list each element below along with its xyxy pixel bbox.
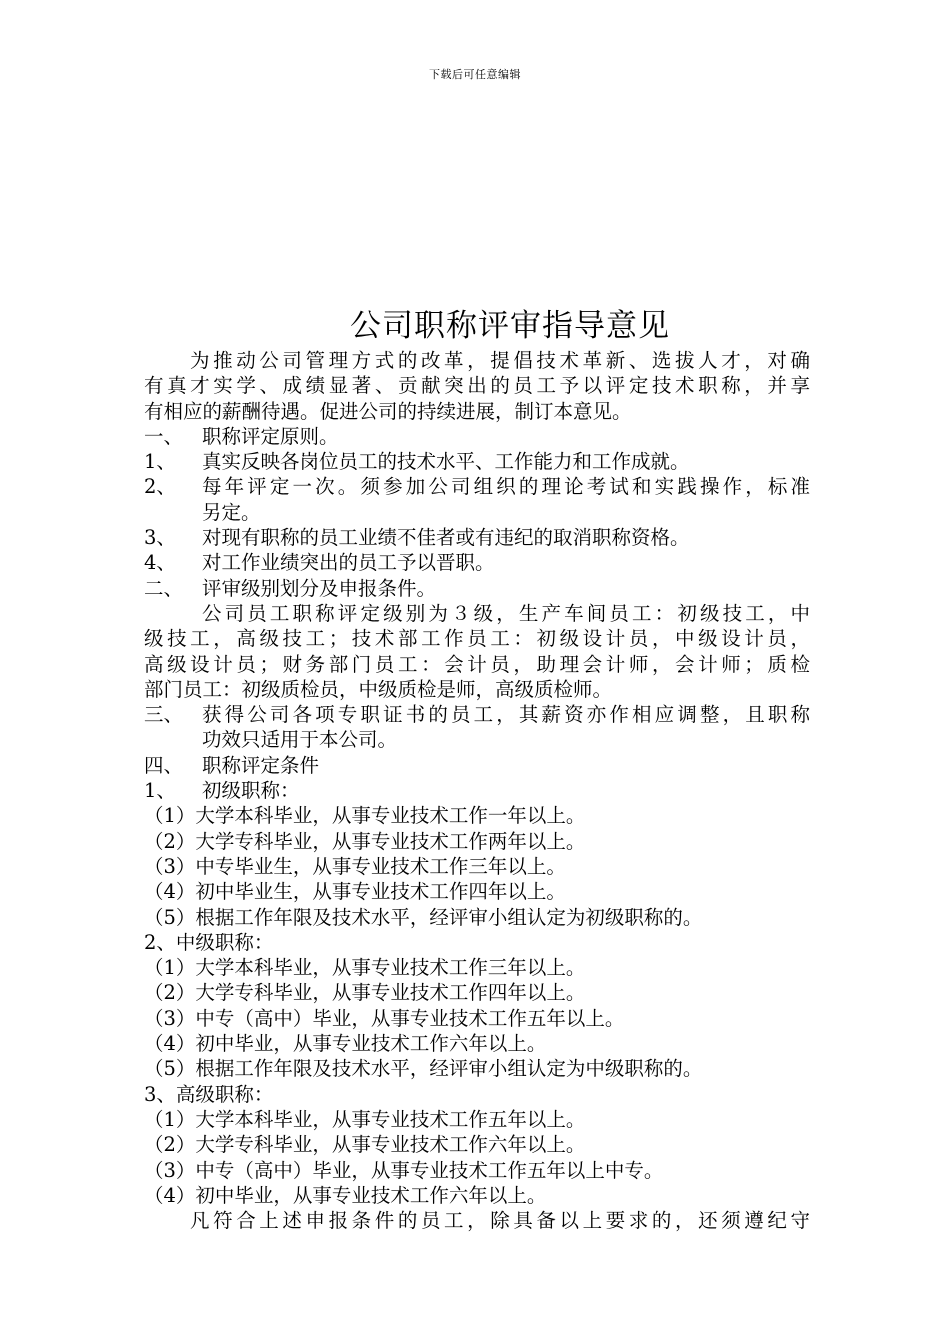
section-title: 评审级别划分及申报条件。 xyxy=(202,576,437,600)
condition-item: （4）初中毕业，从事专业技术工作六年以上。 xyxy=(144,1183,547,1207)
condition-item: （3）中专（高中）毕业，从事专业技术工作五年以上。 xyxy=(144,1006,625,1030)
condition-item: （2）大学专科毕业，从事专业技术工作六年以上。 xyxy=(144,1133,586,1157)
paragraph-line: 公司员工职称评定级别为３级，生产车间员工：初级技工，中 xyxy=(202,601,810,625)
list-item xyxy=(144,449,810,474)
document-body xyxy=(144,348,810,1233)
list-item xyxy=(144,525,810,550)
paragraph-line: 级技工，高级技工；技术部工作员工：初级设计员，中级设计员， xyxy=(144,627,810,651)
condition-item: （5）根据工作年限及技术水平，经评审小组认定为中级职称的。 xyxy=(144,1057,703,1081)
list-item xyxy=(144,550,810,575)
condition-item: （1）大学本科毕业，从事专业技术工作五年以上。 xyxy=(144,1107,586,1131)
subsection-heading xyxy=(144,778,810,803)
item-number: 1、 xyxy=(144,450,176,474)
section-number: 四、 xyxy=(144,753,184,777)
condition-item: （4）初中毕业生，从事专业技术工作四年以上。 xyxy=(144,880,566,904)
section-text: 获得公司各项专职证书的员工，其薪资亦作相应调整，且职称 xyxy=(202,703,810,727)
paragraph-line: 部门员工：初级质检员，中级质检是师，高级质检师。 xyxy=(144,677,613,701)
section-title: 职称评定条件 xyxy=(202,753,320,777)
section-heading xyxy=(144,702,810,727)
item-number: 2、 xyxy=(144,475,176,499)
condition-item: （5）根据工作年限及技术水平，经评审小组认定为初级职称的。 xyxy=(144,905,703,929)
intro-line: 为推动公司管理方式的改革，提倡技术革新、选拔人才，对确 xyxy=(190,349,810,372)
item-text: 真实反映各岗位员工的技术水平、工作能力和工作成就。 xyxy=(202,450,690,474)
section-paragraph xyxy=(144,601,810,702)
intro-line: 有真才实学、成绩显著、贡献突出的员工予以评定技术职称，并享 xyxy=(144,374,810,398)
subsection-title: 2、中级职称： xyxy=(144,930,274,954)
document-title: 公司职称评审指导意见 xyxy=(350,308,670,344)
condition-item: （1）大学本科毕业，从事专业技术工作三年以上。 xyxy=(144,956,586,980)
item-text: 对工作业绩突出的员工予以晋职。 xyxy=(202,551,495,575)
section-heading xyxy=(144,753,810,778)
condition-item: （1）大学本科毕业，从事专业技术工作一年以上。 xyxy=(144,804,586,828)
condition-item: （4）初中毕业，从事专业技术工作六年以上。 xyxy=(144,1032,547,1056)
section-title: 职称评定原则。 xyxy=(202,424,339,448)
intro-paragraph xyxy=(144,348,810,424)
item-number: 4、 xyxy=(144,551,176,575)
item-number: 3、 xyxy=(144,526,176,550)
list-item xyxy=(144,474,810,499)
page-header: 下载后可任意编辑 xyxy=(429,68,521,81)
item-text: 每年评定一次。须参加公司组织的理论考试和实践操作，标准 xyxy=(202,475,810,499)
section-number: 二、 xyxy=(144,576,184,600)
section-text-continued: 功效只适用于本公司。 xyxy=(202,728,398,752)
condition-item: （2）大学专科毕业，从事专业技术工作四年以上。 xyxy=(144,981,586,1005)
section-number: 一、 xyxy=(144,424,184,448)
section-number: 三、 xyxy=(144,703,184,727)
intro-line: 有相应的薪酬待遇。促进公司的持续进展，制订本意见。 xyxy=(144,399,632,423)
subsection-title: 3、高级职称： xyxy=(144,1082,274,1106)
condition-item: （2）大学专科毕业，从事专业技术工作两年以上。 xyxy=(144,829,586,853)
item-text: 对现有职称的员工业绩不佳者或有违纪的取消职称资格。 xyxy=(202,526,690,550)
section-heading xyxy=(144,576,810,601)
paragraph-line: 高级设计员；财务部门员工：会计员，助理会计师，会计师；质检 xyxy=(144,652,810,676)
item-text-continued: 另定。 xyxy=(202,500,261,524)
subsection-number: 1、 xyxy=(144,779,176,803)
condition-item: （3）中专毕业生，从事专业技术工作三年以上。 xyxy=(144,854,566,878)
subsection-title: 初级职称： xyxy=(202,779,300,803)
section-heading xyxy=(144,424,810,449)
condition-item: （3）中专（高中）毕业，从事专业技术工作五年以上中专。 xyxy=(144,1158,664,1182)
closing-paragraph: 凡符合上述申报条件的员工，除具备以上要求的，还须遵纪守 xyxy=(190,1209,810,1233)
